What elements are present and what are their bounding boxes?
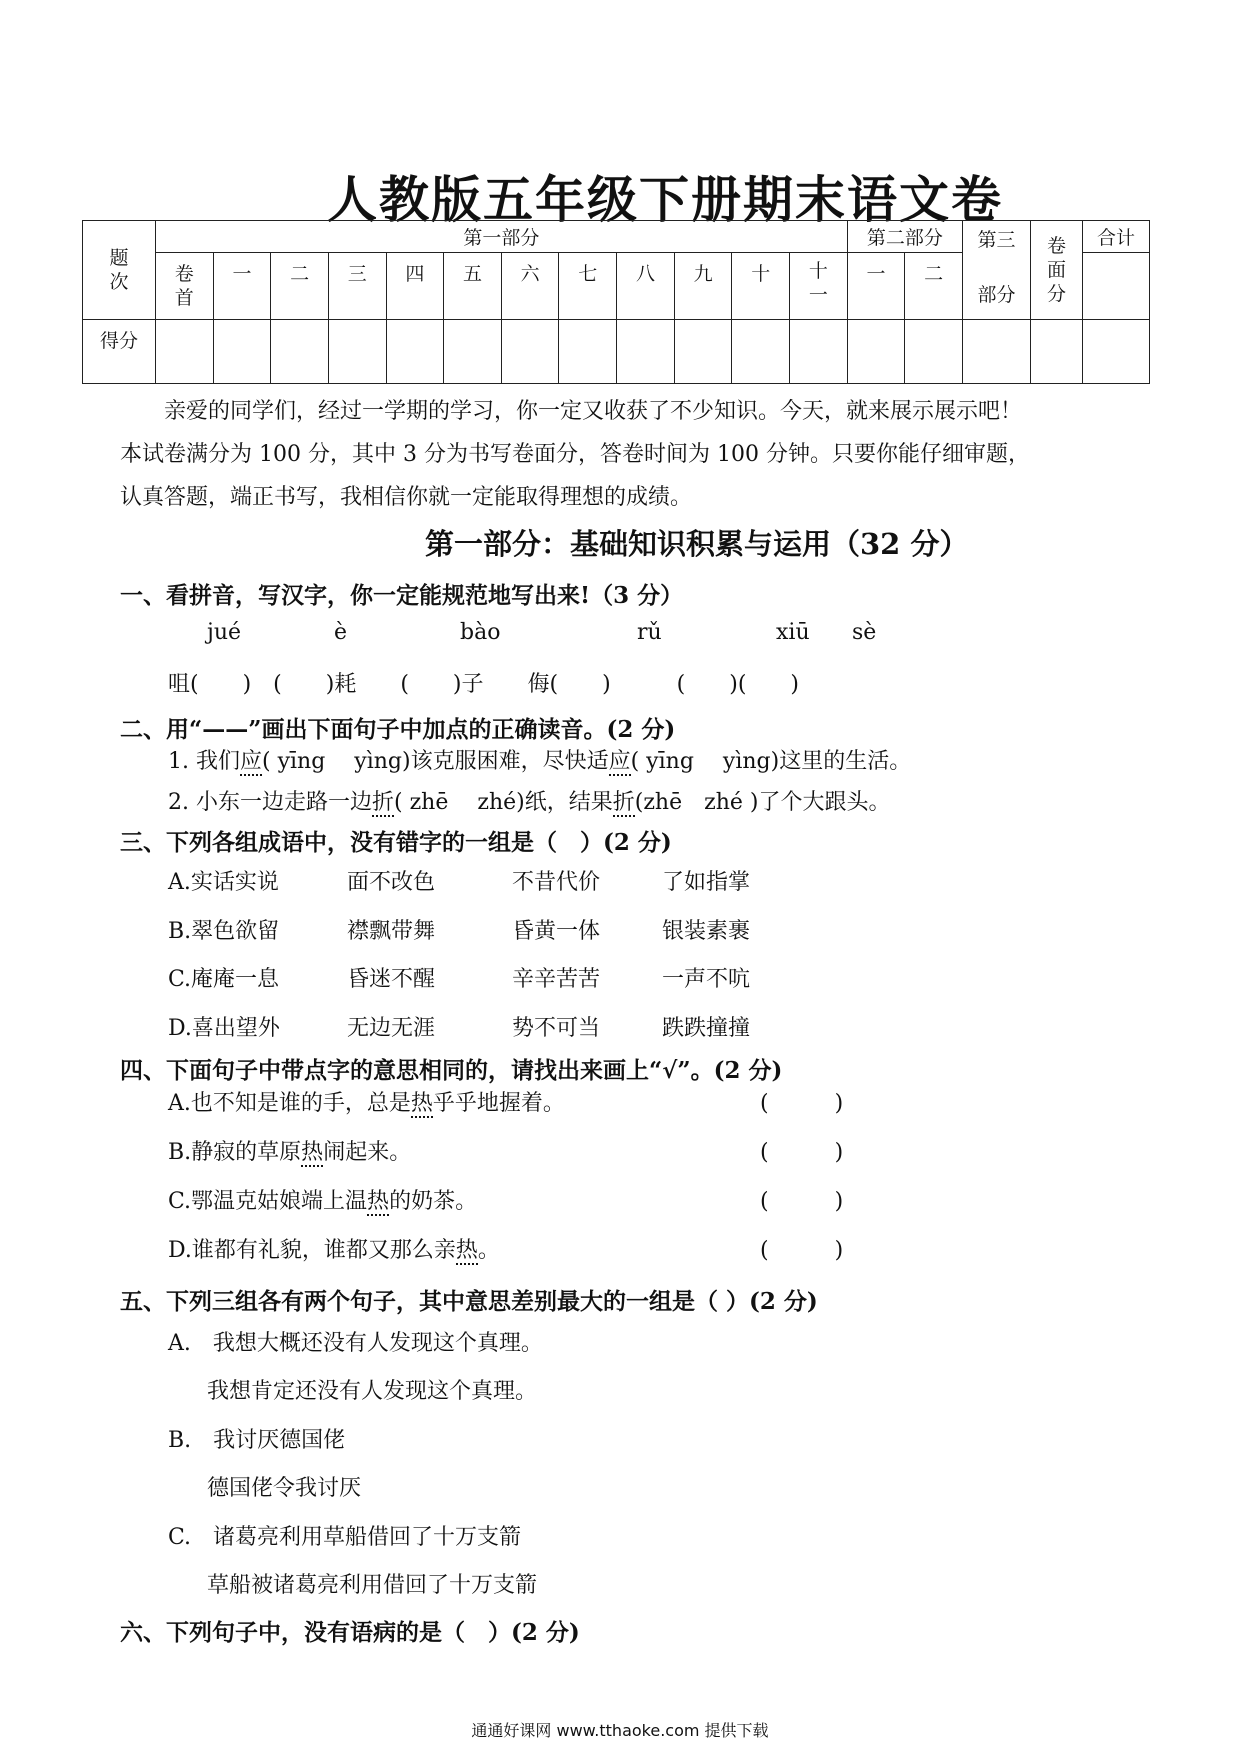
total-score-cell[interactable] bbox=[1083, 252, 1150, 320]
answer-paren[interactable]: ( ) bbox=[760, 1140, 844, 1165]
q3-option-b[interactable]: B.翠色欲留 襟飘带舞 昏黄一体 银装素裹 bbox=[168, 919, 751, 944]
col-header: 卷首 bbox=[156, 252, 214, 320]
score-cell[interactable] bbox=[444, 320, 502, 384]
score-cell[interactable] bbox=[905, 320, 963, 384]
col-header: 六 bbox=[501, 252, 559, 320]
q4-title: 四、下面句子中带点字的意思相同的，请找出来画上“√”。(2 分) bbox=[120, 1057, 783, 1084]
part3-header: 第三 部分 bbox=[963, 221, 1031, 320]
score-row-label: 得分 bbox=[83, 320, 156, 384]
section1-title: 第一部分：基础知识积累与运用（32 分） bbox=[425, 527, 969, 561]
score-cell[interactable] bbox=[156, 320, 214, 384]
score-cell[interactable] bbox=[213, 320, 271, 384]
footer: 通通好课网 www.tthaoke.com 提供下载 bbox=[471, 1721, 769, 1740]
dotted-char: 热 bbox=[410, 1091, 433, 1116]
q2-title: 二、用“——”画出下面句子中加点的正确读音。(2 分) bbox=[120, 716, 676, 743]
col-header: 九 bbox=[674, 252, 732, 320]
dotted-char: 热 bbox=[367, 1189, 390, 1214]
pinyin-item: sè bbox=[852, 620, 877, 645]
part2-header: 第二部分 bbox=[847, 221, 962, 253]
q1-blanks[interactable]: 咀( ) ( )耗 ( )子 侮( ) ( )( ) bbox=[168, 672, 799, 697]
dotted-char: 热 bbox=[455, 1238, 478, 1263]
q6-title: 六、下列句子中，没有语病的是（ ）(2 分) bbox=[120, 1619, 580, 1646]
dotted-char: 热 bbox=[301, 1140, 324, 1165]
part1-header: 第一部分 bbox=[156, 221, 848, 253]
score-cell[interactable] bbox=[847, 320, 905, 384]
q4-item-a: A.也不知是谁的手，总是热乎乎地握着。 bbox=[168, 1091, 565, 1116]
col-header: 一 bbox=[847, 252, 905, 320]
q5-title: 五、下列三组各有两个句子，其中意思差别最大的一组是（ ）(2 分) bbox=[120, 1288, 818, 1315]
q5-line: C. 诸葛亮利用草船借回了十万支箭 bbox=[168, 1525, 522, 1550]
col-header: 十 bbox=[732, 252, 790, 320]
q5-line: A. 我想大概还没有人发现这个真理。 bbox=[168, 1331, 543, 1356]
col-header: 二 bbox=[905, 252, 963, 320]
q4-item-b: B.静寂的草原热闹起来。 bbox=[168, 1140, 412, 1165]
answer-paren[interactable]: ( ) bbox=[760, 1238, 844, 1263]
col-header: 四 bbox=[386, 252, 444, 320]
intro-paragraph: 亲爱的同学们，经过一学期的学习，你一定又收获了不少知识。今天，就来展示展示吧！ 本试卷满分为 100 分，其中 3 分为书写卷面分，答卷时间为 100 分钟。只要你能仔细审题， 认真答题，端正书写，我相信你就一定能取得理想的成绩。 bbox=[120, 399, 1030, 510]
score-cell[interactable] bbox=[559, 320, 617, 384]
score-cell[interactable] bbox=[501, 320, 559, 384]
pinyin-item: jué bbox=[207, 620, 242, 645]
writing-score-header: 卷面分 bbox=[1031, 221, 1083, 320]
score-cell[interactable] bbox=[674, 320, 732, 384]
answer-paren[interactable]: ( ) bbox=[760, 1189, 844, 1214]
q4-item-d: D.谁都有礼貌，谁都又那么亲热。 bbox=[168, 1238, 500, 1263]
col-header: 三 bbox=[328, 252, 386, 320]
score-cell[interactable] bbox=[963, 320, 1031, 384]
col-header: 一 bbox=[213, 252, 271, 320]
q5-line: 草船被诸葛亮利用借回了十万支箭 bbox=[207, 1573, 538, 1598]
col-header: 五 bbox=[444, 252, 502, 320]
q5-line: 德国佬令我讨厌 bbox=[207, 1476, 362, 1501]
score-cell[interactable] bbox=[386, 320, 444, 384]
score-table bbox=[82, 220, 1150, 384]
score-cell[interactable] bbox=[328, 320, 386, 384]
score-cell[interactable] bbox=[1031, 320, 1083, 384]
pinyin-item: bào bbox=[460, 620, 501, 645]
pinyin-item: rǔ bbox=[637, 620, 662, 645]
col-header: 十一 bbox=[790, 252, 848, 320]
score-cell[interactable] bbox=[732, 320, 790, 384]
dotted-char: 折 bbox=[371, 790, 394, 815]
col-header: 二 bbox=[271, 252, 329, 320]
pinyin-item: xiū bbox=[776, 620, 810, 645]
score-cell[interactable] bbox=[617, 320, 675, 384]
total-header: 合计 bbox=[1083, 221, 1150, 253]
dotted-char: 折 bbox=[612, 790, 635, 815]
col-header: 七 bbox=[559, 252, 617, 320]
q3-option-a[interactable]: A.实话实说 面不改色 不昔代价 了如指掌 bbox=[168, 870, 751, 895]
score-cell[interactable] bbox=[790, 320, 848, 384]
score-cell[interactable] bbox=[271, 320, 329, 384]
q5-line: B. 我讨厌德国佬 bbox=[168, 1428, 346, 1453]
q3-option-d[interactable]: D.喜出望外 无边无涯 势不可当 跌跌撞撞 bbox=[168, 1016, 751, 1041]
score-cell[interactable] bbox=[1083, 320, 1150, 384]
row-header-cell: 题次 bbox=[83, 221, 156, 320]
pinyin-item: è bbox=[334, 620, 348, 645]
col-header: 八 bbox=[617, 252, 675, 320]
dotted-char: 应 bbox=[239, 749, 262, 774]
q1-title: 一、看拼音，写汉字，你一定能规范地写出来!（3 分） bbox=[120, 582, 684, 609]
answer-paren[interactable]: ( ) bbox=[760, 1091, 844, 1116]
q4-item-c: C.鄂温克姑娘端上温热的奶茶。 bbox=[168, 1189, 478, 1214]
q3-title: 三、下列各组成语中，没有错字的一组是（ ）(2 分) bbox=[120, 829, 672, 856]
exam-title: 人教版五年级下册期末语文卷 bbox=[327, 170, 1003, 229]
q2-sentence-2: 2. 小东一边走路一边折( zhē zhé)纸，结果折(zhē zhé )了个大跟头。 bbox=[168, 790, 891, 815]
dotted-char: 应 bbox=[608, 749, 631, 774]
q2-sentence-1: 1. 我们应( yīng yìng)该克服困难，尽快适应( yīng yìng)这里的生活。 bbox=[168, 749, 912, 774]
q3-option-c[interactable]: C.庵庵一息 昏迷不醒 辛辛苦苦 一声不吭 bbox=[168, 967, 751, 992]
q5-line: 我想肯定还没有人发现这个真理。 bbox=[207, 1379, 538, 1404]
